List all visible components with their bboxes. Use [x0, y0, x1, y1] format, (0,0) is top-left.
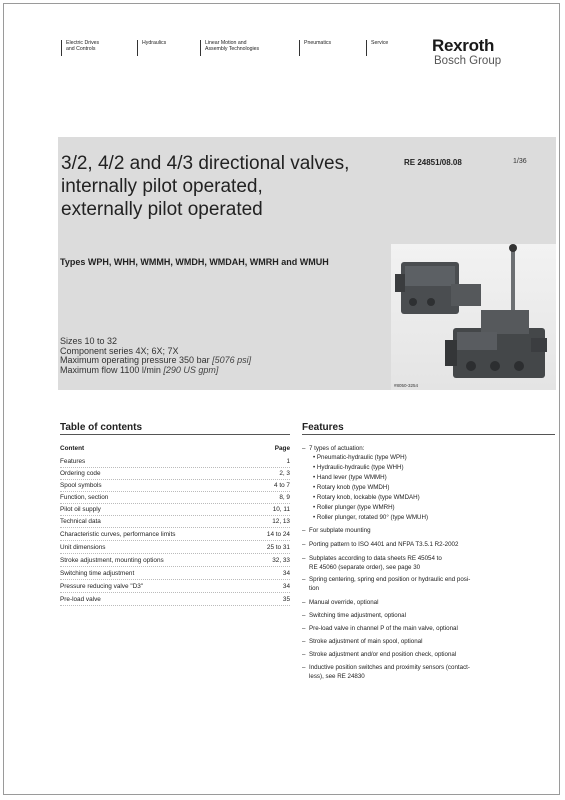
- spec-flow: [60, 366, 251, 376]
- toc-page: 32, 33: [272, 557, 290, 564]
- nav-label: Linear Motion and: [205, 40, 247, 46]
- toc-label: Characteristic curves, performance limits: [60, 531, 176, 538]
- actuation-item: • Roller plunger (type WMRH): [313, 504, 395, 511]
- page-number: 1/36: [513, 158, 527, 165]
- title-line: externally pilot operated: [61, 199, 263, 220]
- nav-label: and Controls: [66, 46, 96, 52]
- dash: –: [302, 664, 306, 671]
- toc-page: 8, 9: [279, 494, 290, 501]
- photo-code: #8050-3254: [394, 383, 419, 388]
- nav-label: Hydraulics: [142, 40, 167, 46]
- dash: –: [302, 445, 306, 452]
- nav-label: Electric Drives: [66, 40, 100, 46]
- toc-row[interactable]: [60, 531, 290, 542]
- dash: –: [302, 625, 306, 632]
- toc-row[interactable]: [60, 583, 290, 594]
- brand-logo: [432, 37, 501, 67]
- feature-text: Manual override, optional: [309, 599, 379, 606]
- feature-text: Switching time adjustment, optional: [309, 612, 406, 619]
- specs-block: [60, 337, 251, 375]
- spec-series: Component series 4X; 6X; 7X: [60, 345, 179, 356]
- dash: –: [302, 576, 306, 583]
- product-photo: [391, 244, 556, 390]
- spec-pressure-value: Maximum operating pressure 350 bar: [60, 355, 210, 365]
- toc-row[interactable]: [60, 470, 290, 481]
- toc-row[interactable]: [60, 482, 290, 493]
- toc-page: 1: [286, 458, 290, 465]
- toc-label: Technical data: [60, 518, 101, 525]
- toc-label: Unit dimensions: [60, 544, 106, 551]
- side-panel: [391, 137, 556, 244]
- dash: –: [302, 527, 306, 534]
- spec-flow-value: Maximum flow 1100 l/min: [60, 364, 161, 375]
- toc-header: [60, 445, 290, 454]
- feature-text: Inductive position switches and proximity sensors (contact-: [309, 664, 470, 671]
- nav-label: Assembly Technologies: [205, 46, 260, 52]
- toc-page: 12, 13: [272, 518, 290, 525]
- toc-label: Stroke adjustment, mounting options: [60, 557, 164, 564]
- nav-service[interactable]: [366, 40, 388, 56]
- toc-page: 34: [282, 570, 290, 577]
- nav-hydraulics[interactable]: [137, 40, 166, 56]
- feature-text: 7 types of actuation:: [309, 445, 365, 452]
- feature-text: Stroke adjustment and/or end position check, optional: [309, 651, 457, 658]
- feature-text: Spring centering, spring end position or hydraulic end posi-: [309, 576, 471, 583]
- title-line: 3/2, 4/2 and 4/3 directional valves,: [61, 153, 350, 174]
- toc-page: 4 to 7: [274, 482, 290, 489]
- toc-label: Pressure reducing valve "D3": [60, 583, 144, 590]
- actuation-item: • Roller plunger, rotated 90° (type WMUH): [313, 514, 429, 521]
- feature-continuation: tion: [309, 585, 319, 592]
- dash: –: [302, 638, 306, 645]
- toc-label: Ordering code: [60, 470, 101, 477]
- toc-row[interactable]: [60, 494, 290, 505]
- dash: –: [302, 651, 306, 658]
- toc-page: 10, 11: [272, 506, 290, 513]
- spec-flow-alt: [290 US gpm]: [163, 364, 219, 375]
- dash: –: [302, 612, 306, 619]
- page-border: [3, 3, 560, 795]
- nav-label: Service: [371, 40, 389, 46]
- toc-col-page: Page: [274, 445, 290, 452]
- actuation-item: • Rotary knob, lockable (type WMDAH): [313, 494, 420, 501]
- toc-label: Spool symbols: [60, 482, 102, 489]
- toc-row[interactable]: [60, 518, 290, 529]
- nav-pneumatics[interactable]: [299, 40, 331, 56]
- toc-label: Pilot oil supply: [60, 506, 101, 513]
- toc-row[interactable]: [60, 506, 290, 517]
- spec-pressure-alt: [5076 psi]: [212, 355, 252, 365]
- feature-text: Subplates according to data sheets RE 45054 to: [309, 555, 442, 562]
- toc-page: 25 to 31: [266, 544, 290, 551]
- feature-text: Pre-load valve in channel P of the main valve, optional: [309, 625, 458, 632]
- dash: –: [302, 541, 306, 548]
- toc-label: Pre-load valve: [60, 596, 101, 603]
- toc-page: 34: [282, 583, 290, 590]
- actuation-item: • Hydraulic-hydraulic (type WHH): [313, 464, 404, 471]
- toc-heading: Table of contents: [60, 422, 290, 435]
- title-line: internally pilot operated,: [61, 176, 263, 197]
- doc-number: RE 24851/08.08: [404, 158, 462, 167]
- actuation-item: • Hand lever (type WMMH): [313, 474, 387, 481]
- toc-row[interactable]: [60, 544, 290, 555]
- features-heading: Features: [302, 422, 555, 435]
- types-line: Types WPH, WHH, WMMH, WMDH, WMDAH, WMRH and WMUH: [60, 257, 329, 267]
- feature-text: Porting pattern to ISO 4401 and NFPA T3.5.1 R2-2002: [309, 541, 459, 548]
- feature-continuation: RE 45060 (separate order), see page 30: [309, 564, 421, 571]
- toc-row[interactable]: [60, 570, 290, 581]
- feature-text: Stroke adjustment of main spool, optional: [309, 638, 423, 645]
- toc-label: Switching time adjustment: [60, 570, 135, 577]
- toc-row[interactable]: [60, 458, 290, 469]
- nav-label: Pneumatics: [304, 40, 332, 46]
- spec-sizes: Sizes 10 to 32: [60, 336, 118, 346]
- toc-label: Features: [60, 458, 86, 465]
- actuation-item: • Rotary knob (type WMDH): [313, 484, 390, 491]
- dash: –: [302, 555, 306, 562]
- brand-sub: Bosch Group: [434, 55, 502, 67]
- actuation-item: • Pneumatic-hydraulic (type WPH): [313, 454, 407, 461]
- toc-col-content: Content: [60, 445, 85, 452]
- toc-label: Function, section: [60, 494, 109, 501]
- brand-name: Rexroth: [432, 36, 495, 55]
- toc-row[interactable]: [60, 596, 290, 607]
- toc-page: 35: [282, 596, 290, 603]
- toc-page: 14 to 24: [266, 531, 290, 538]
- dash: –: [302, 599, 306, 606]
- page-title: [61, 152, 381, 221]
- nav-linear-motion[interactable]: [200, 40, 259, 56]
- nav-electric-drives[interactable]: [61, 40, 99, 56]
- toc-row[interactable]: [60, 557, 290, 568]
- feature-text: For subplate mounting: [309, 527, 371, 534]
- toc-page: 2, 3: [279, 470, 290, 477]
- feature-continuation: less), see RE 24830: [309, 673, 365, 680]
